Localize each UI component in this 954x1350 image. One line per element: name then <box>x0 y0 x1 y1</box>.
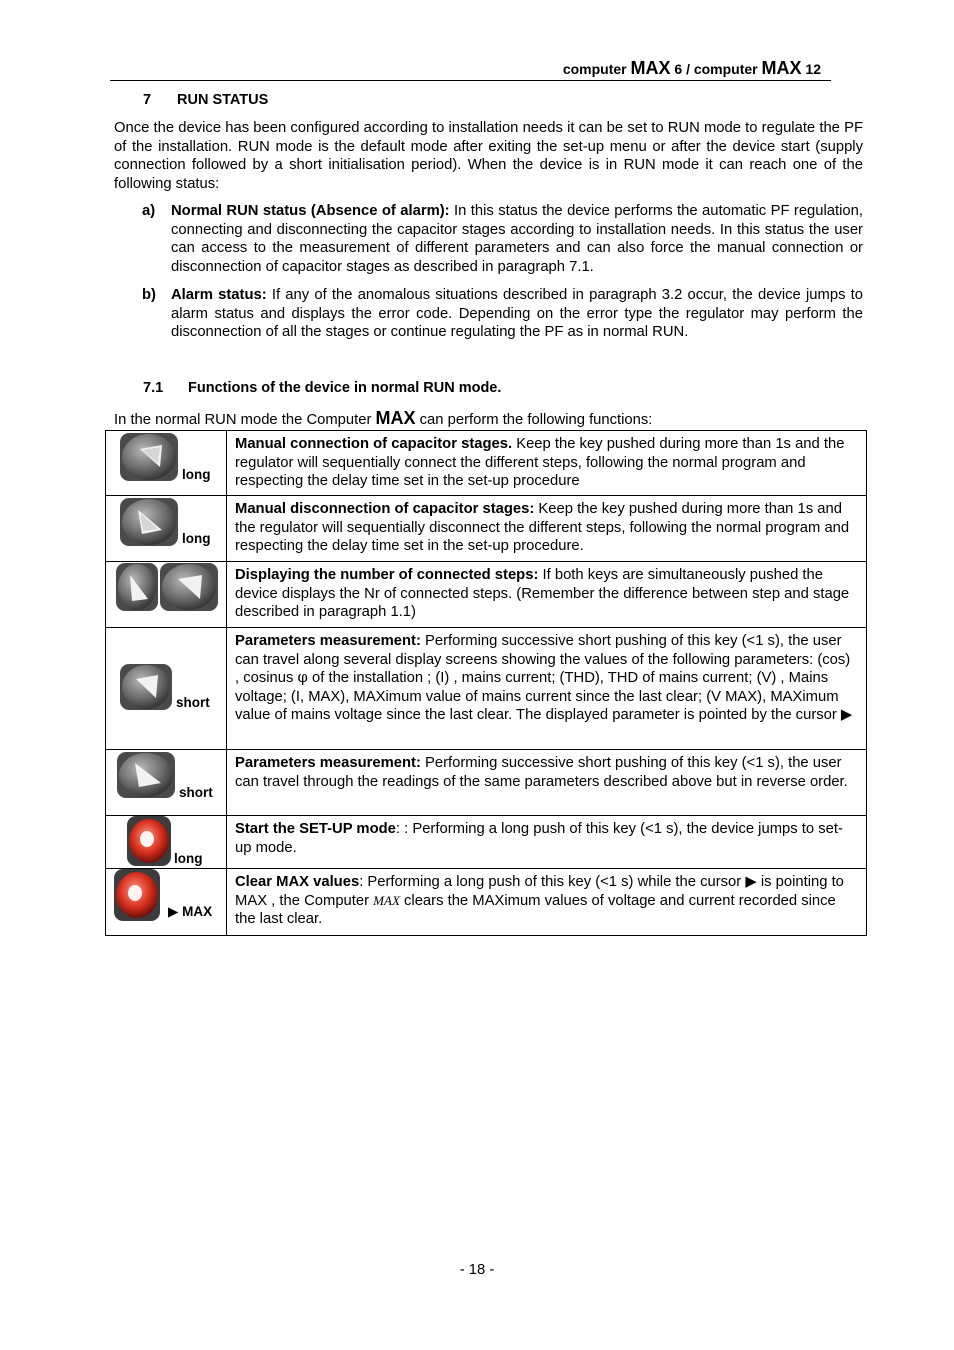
function-title: Clear MAX values <box>235 874 360 890</box>
intro-text-2: can perform the following functions: <box>415 412 653 428</box>
function-title: Manual connection of capacitor stages. <box>235 436 513 452</box>
down-key-icon <box>117 752 175 798</box>
table-row <box>106 628 867 750</box>
function-text: Performing successive short pushing of this key (<1 s), the user can travel through the readings of the same parameters described above but in reverse order. <box>235 755 848 790</box>
intro-paragraph: Once the device has been configured according to installation needs it can be set to RUN mode to regulate the PF of the installation. RUN mode is the default mode after exiting the set-up menu or after the device start (supply connection followed by a short initialisation period). When the device is in RUN mode it can reach one of the following status: <box>114 120 863 192</box>
header-max-1: MAX <box>630 58 671 78</box>
up-key-icon <box>160 563 218 611</box>
function-title: Parameters measurement: <box>235 755 421 771</box>
cursor-arrow-icon: ▶ <box>745 874 757 890</box>
function-title: Displaying the number of connected steps: <box>235 567 539 583</box>
key-cell <box>106 869 227 936</box>
table-row <box>106 750 867 816</box>
key-duration-label: short <box>179 785 213 800</box>
table-row <box>106 496 867 562</box>
table-row <box>106 431 867 496</box>
key-cell <box>106 496 227 562</box>
function-text: If both keys are simultaneously pushed the device displays the Nr of connected steps. (Remember the difference between step and stage described in paragraph 1.1) <box>235 567 850 621</box>
section-heading-7-1 <box>143 380 502 396</box>
phi-symbol: φ <box>297 669 308 687</box>
key-cell <box>106 750 227 816</box>
intro-max: MAX <box>375 408 416 428</box>
down-key-icon <box>116 563 158 611</box>
header-max-2: MAX <box>761 58 802 78</box>
max-label: MAX <box>182 904 213 919</box>
table-row <box>106 869 867 936</box>
function-text: is pointing to MAX , the Computer <box>235 874 844 909</box>
item-bold: Alarm status: <box>171 287 267 303</box>
key-duration-label: long <box>174 851 203 866</box>
section-heading-7 <box>143 92 269 108</box>
function-text: Performing successive short pushing of this key (<1 s), the user can travel along several display screens showing the values of the following parameters: (cos) , cosinus <box>235 633 851 687</box>
function-description <box>227 869 867 936</box>
item-bold: Normal RUN status (Absence of alarm): <box>171 203 450 219</box>
intro-text-1: In the normal RUN mode the Computer <box>114 412 376 428</box>
function-text: : : Performing a long push of this key (<1 s), the device jumps to set-up mode. <box>235 821 843 856</box>
page-number: - 18 - <box>459 1262 495 1278</box>
function-description <box>227 431 867 496</box>
item-text <box>171 202 863 276</box>
header-word: computer <box>562 61 627 77</box>
table-row <box>106 562 867 628</box>
table-row <box>106 816 867 869</box>
cursor-arrow-icon: ▶ <box>168 904 179 919</box>
cursor-arrow-icon: ▶ <box>840 707 853 724</box>
function-description <box>227 496 867 562</box>
function-title: Parameters measurement: <box>235 633 421 649</box>
key-duration-label: long <box>182 467 211 482</box>
function-description <box>227 628 867 750</box>
function-text: Keep the key pushed during more than 1s and the regulator will sequentially connect the different steps, following the normal program and respecting the delay time set in the set-up procedure <box>235 436 845 490</box>
key-cell <box>106 628 227 750</box>
max-logo-text: MAX <box>373 892 400 908</box>
key-duration-label: long <box>182 531 211 546</box>
section-title: Functions of the device in normal RUN mode. <box>188 380 502 396</box>
section-number: 7.1 <box>143 380 164 396</box>
function-description <box>227 750 867 816</box>
item-text <box>171 286 863 342</box>
setup-key-icon <box>127 816 171 866</box>
function-description <box>227 816 867 869</box>
up-key-icon <box>120 433 178 481</box>
header-model-2: 12 <box>805 61 821 77</box>
running-header <box>110 56 831 81</box>
status-item-b <box>142 286 863 342</box>
function-description <box>227 562 867 628</box>
header-model-1: 6 / computer <box>674 61 758 77</box>
function-title: Start the SET-UP mode <box>235 821 396 837</box>
key-cell <box>106 816 227 869</box>
section-title: RUN STATUS <box>177 92 269 108</box>
key-cell <box>106 431 227 496</box>
item-body: In this status the device performs the automatic PF regulation, connecting and disconnecting the capacitor stages according to installation needs. In this status the user can access to the measurement of different parameters and can also force the manual connection or disconnection of capacitor stages as described in paragraph 7.1. <box>171 203 863 275</box>
key-duration-label: short <box>176 695 210 710</box>
functions-intro <box>114 408 652 429</box>
function-text: clears the MAXimum values of voltage and current recorded since the last clear. <box>235 892 836 928</box>
cursor-max-label <box>168 903 212 922</box>
section-number: 7 <box>143 92 152 108</box>
item-label: b) <box>142 287 156 303</box>
setup-key-icon <box>114 869 160 921</box>
item-label: a) <box>142 203 156 219</box>
function-text: of the installation ; (I) , mains current; (THD), THD of mains current; (V) , Mains voltage; (I, MAX), MAXimum value of mains current since the last clear; (V MAX), MAXimum value of mains voltage since the last clear. The displayed parameter is pointed by the cursor <box>235 670 841 724</box>
key-cell <box>106 562 227 628</box>
down-key-icon <box>120 498 178 546</box>
function-title: Manual disconnection of capacitor stages: <box>235 501 535 517</box>
item-body: If any of the anomalous situations described in paragraph 3.2 occur, the device jumps to alarm status and displays the error code. Depending on the error type the regulator may perform the disconnection of all the stages or continue regulating the PF as in normal RUN. <box>171 287 864 341</box>
up-key-icon <box>120 664 172 710</box>
function-text: Keep the key pushed during more than 1s and the regulator will sequentially disconnect the different steps, following the normal program and respecting the delay time set in the set-up procedure. <box>235 501 850 555</box>
functions-table <box>105 430 867 936</box>
status-item-a <box>142 202 863 276</box>
function-text: : Performing a long push of this key (<1 s) while the cursor <box>359 874 746 890</box>
